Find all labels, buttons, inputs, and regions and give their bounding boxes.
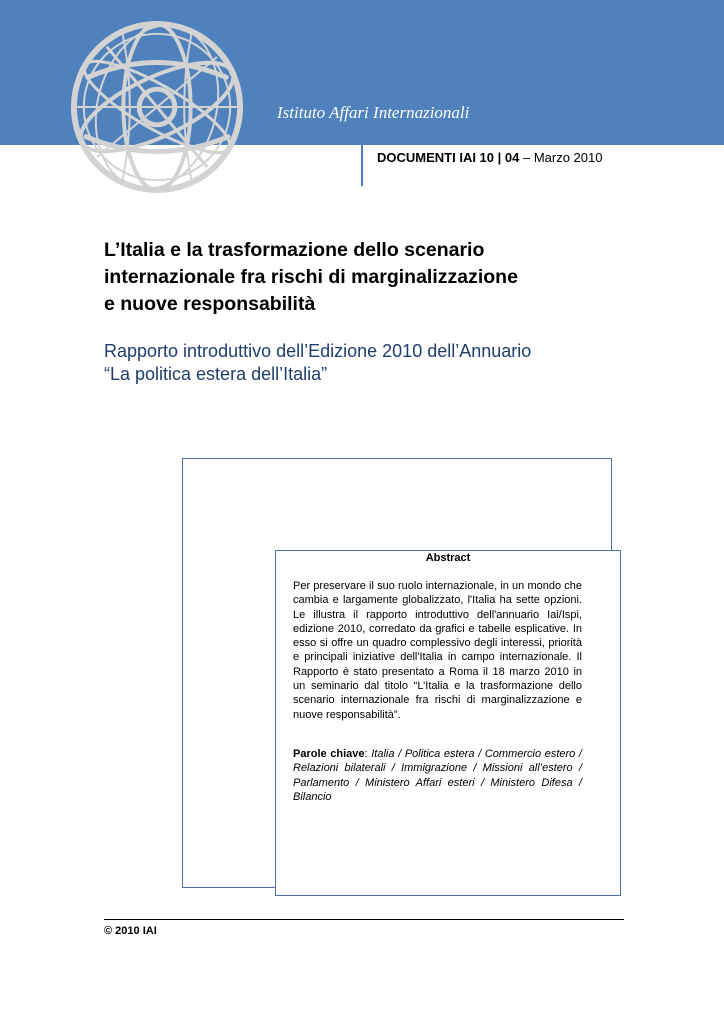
abstract-body: Per preservare il suo ruolo internazionale, in un mondo che cambia e largamente globalizzato, l'Italia ha sette opzioni. Le illustra il rapporto introduttivo dell'annuario Iai/Ispi, edizione 2010, corredato da grafici e tabelle esplicative. In esso si offre un quadro complessivo degli interessi, priorità e principali iniziative dell'Italia in campo internazionale. Il Rapporto è stato presentato a Roma il 18 marzo 2010 in un seminario dal titolo “L’Italia e la trasformazione dello scenario internazionale fra rischi di marginalizzazione e nuove responsabilità”. xyxy=(293,580,582,721)
subtitle-line: “La politica estera dell’Italia” xyxy=(104,364,328,384)
page-subtitle xyxy=(104,340,624,386)
title-line: internazionale fra rischi di marginalizzazione xyxy=(104,266,518,288)
header-divider xyxy=(361,145,363,186)
document-reference xyxy=(377,150,602,165)
page-title xyxy=(104,237,624,318)
subtitle-line: Rapporto introduttivo dell’Edizione 2010 dell’Annuario xyxy=(104,341,532,361)
institute-name: Istituto Affari Internazionali xyxy=(277,103,470,122)
keywords-label: Parole chiave xyxy=(293,748,365,760)
document-dash: – xyxy=(519,150,534,165)
title-line: L’Italia e la trasformazione dello scenario xyxy=(104,239,485,261)
copyright: © 2010 IAI xyxy=(104,925,157,937)
armillary-sphere-logo-icon xyxy=(68,18,246,196)
title-line: e nuove responsabilità xyxy=(104,293,316,315)
keywords xyxy=(293,747,582,804)
document-date: Marzo 2010 xyxy=(533,150,603,165)
document-series: DOCUMENTI IAI 10 | 04 xyxy=(377,150,520,165)
footer-divider xyxy=(104,919,624,920)
keywords-list: Italia / Politica estera / Commercio estero / Relazioni bilaterali / Immigrazione / Missioni all’estero / Parlamento / Ministero Affari esteri / Ministero Difesa / Bilancio xyxy=(293,748,582,803)
keywords-separator: : xyxy=(364,748,372,760)
abstract-heading: Abstract xyxy=(425,552,471,564)
